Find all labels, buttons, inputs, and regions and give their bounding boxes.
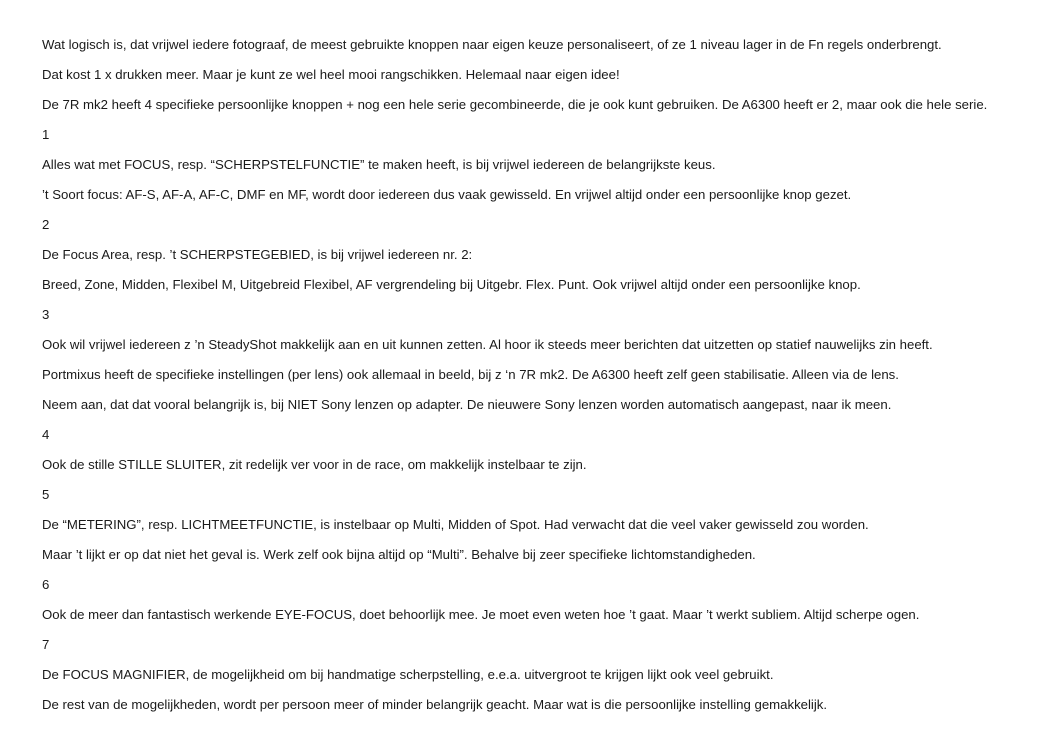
section-number: 5	[42, 487, 50, 502]
section-number: 4	[42, 427, 50, 442]
paragraph: Breed, Zone, Midden, Flexibel M, Uitgebreid Flexibel, AF vergrendeling bij Uitgebr. Flex. Punt. Ook vrijwel altijd onder een persoonlijke knop.	[42, 277, 861, 292]
paragraph: Ook de meer dan fantastisch werkende EYE-FOCUS, doet behoorlijk mee. Je moet even weten hoe ’t gaat. Maar ’t werkt subliem. Altijd scherpe ogen.	[42, 607, 920, 622]
paragraph: Alles wat met FOCUS, resp. “SCHERPSTELFUNCTIE” te maken heeft, is bij vrijwel iedereen de belangrijkste keus.	[42, 157, 716, 172]
paragraph: Maar ’t lijkt er op dat niet het geval is. Werk zelf ook bijna altijd op “Multi”. Behalve bij zeer specifieke lichtomstandigheden.	[42, 547, 756, 562]
paragraph: Dat kost 1 x drukken meer. Maar je kunt ze wel heel mooi rangschikken. Helemaal naar eigen idee!	[42, 67, 620, 82]
paragraph: Neem aan, dat dat vooral belangrijk is, bij NIET Sony lenzen op adapter. De nieuwere Sony lenzen worden automatisch aangepast, naar ik meen.	[42, 397, 892, 412]
paragraph: ’t Soort focus: AF-S, AF-A, AF-C, DMF en MF, wordt door iedereen dus vaak gewisseld. En vrijwel altijd onder een persoonlijke knop gezet.	[42, 187, 852, 202]
paragraph: De rest van de mogelijkheden, wordt per persoon meer of minder belangrijk geacht. Maar wat is die persoonlijke instelling gemakkelijk.	[42, 697, 828, 712]
paragraph: Wat logisch is, dat vrijwel iedere fotograaf, de meest gebruikte knoppen naar eigen keuze personaliseert, of ze 1 niveau lager in de Fn regels onderbrengt.	[42, 37, 942, 52]
paragraph: De Focus Area, resp. ’t SCHERPSTEGEBIED, is bij vrijwel iedereen nr. 2:	[42, 247, 473, 262]
paragraph: Portmixus heeft de specifieke instellingen (per lens) ook allemaal in beeld, bij z ‘n 7R mk2. De A6300 heeft zelf geen stabilisatie. Alleen via de lens.	[42, 367, 899, 382]
section-number: 6	[42, 577, 50, 592]
paragraph: De “METERING”, resp. LICHTMEETFUNCTIE, is instelbaar op Multi, Midden of Spot. Had verwacht dat die veel vaker gewisseld zou worden.	[42, 517, 869, 532]
paragraph: Ook wil vrijwel iedereen z ’n SteadyShot makkelijk aan en uit kunnen zetten. Al hoor ik steeds meer berichten dat uitzetten op statief nauwelijks zin heeft.	[42, 337, 933, 352]
section-number: 3	[42, 307, 50, 322]
paragraph: De FOCUS MAGNIFIER, de mogelijkheid om bij handmatige scherpstelling, e.e.a. uitvergroot te krijgen lijkt ook veel gebruikt.	[42, 667, 774, 682]
paragraph: Ook de stille STILLE SLUITER, zit redelijk ver voor in de race, om makkelijk instelbaar te zijn.	[42, 457, 587, 472]
paragraph: De 7R mk2 heeft 4 specifieke persoonlijke knoppen + nog een hele serie gecombineerde, die je ook kunt gebruiken. De A6300 heeft er 2, maar ook die hele serie.	[42, 97, 988, 112]
section-number: 7	[42, 637, 50, 652]
section-number: 2	[42, 217, 50, 232]
section-number: 1	[42, 127, 50, 142]
document-body	[42, 36, 1042, 726]
